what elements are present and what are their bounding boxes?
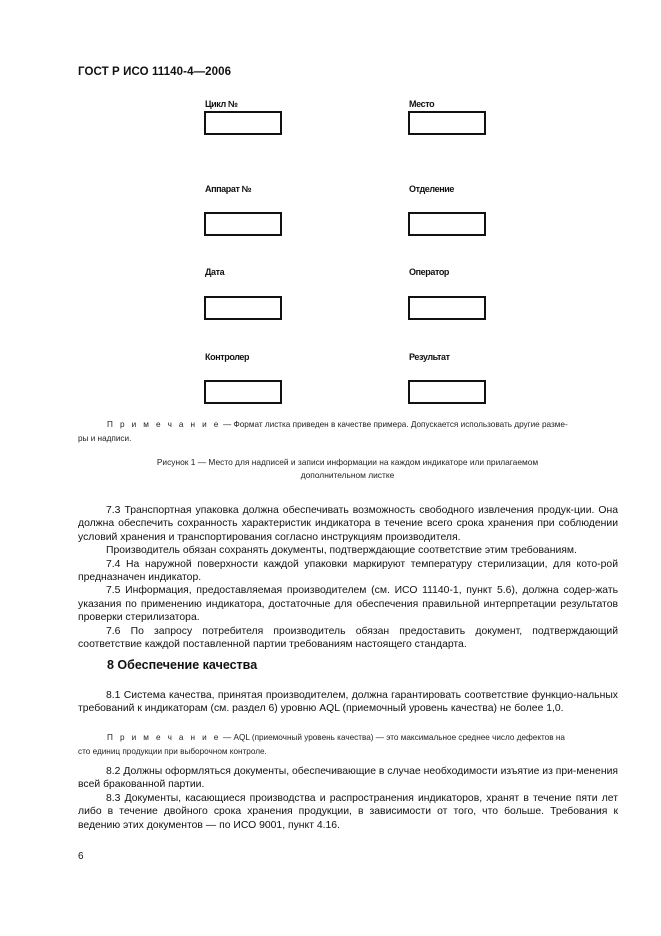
paragraph-7-5: 7.5 Информация, предоставляемая производителем (см. ИСО 11140-1, пункт 5.6), должна содер-жать указания по применению индикатора, достаточные для обеспечения правильной интерпретации результатов проверки стерилизатора. bbox=[78, 585, 618, 624]
field-box-controller bbox=[204, 380, 282, 404]
section8-body bbox=[78, 765, 618, 832]
page-number: 6 bbox=[78, 851, 84, 862]
section8-note-continuation: сто единиц продукции при выборочном контроле. bbox=[78, 747, 267, 756]
paragraph-7-4: 7.4 На наружной поверхности каждой упаковки маркируют температуру стерилизации, для кото-рой предназначен индикатор. bbox=[78, 558, 618, 584]
figure-caption-line1: Рисунок 1 — Место для надписей и записи информации на каждом индикаторе или прилагаемом bbox=[156, 457, 539, 467]
field-box-apparatus bbox=[204, 212, 282, 236]
field-label-department: Отделение bbox=[409, 184, 454, 194]
figure-caption-line2: дополнительном листке bbox=[300, 470, 395, 480]
field-label-date: Дата bbox=[205, 267, 225, 277]
paragraph-8-1: 8.1 Система качества, принятая производителем, должна гарантировать соответствие функцио-нальных требований к индикаторам (см. раздел 6) уровню AQL (приемочный уровень качества) не более 1,0. bbox=[78, 690, 618, 715]
figure-note bbox=[107, 418, 568, 432]
paragraph-8-3: 8.3 Документы, касающиеся производства и распространения индикаторов, хранят в течение пяти лет либо в течение двойного срока хранения продукции, в зависимости от того, что больше. Требования к ведению этих документов — по ИСО 9001, пункт 4.16. bbox=[78, 792, 618, 831]
section7-body bbox=[78, 504, 618, 651]
field-label-place: Место bbox=[409, 99, 435, 109]
note-text: — AQL (приемочный уровень качества) — это максимальное среднее число дефектов на bbox=[220, 733, 565, 742]
field-box-result bbox=[408, 380, 486, 404]
field-box-department bbox=[408, 212, 486, 236]
field-label-cycle: Цикл № bbox=[205, 99, 238, 109]
paragraph-7-3: 7.3 Транспортная упаковка должна обеспечивать возможность свободного извлечения продук-ции. Она должна обеспечить сохранность характеристик индикатора в течение всего срока хранения при соблюдении условий хранения и транспортирования согласно инструкциям производителя. bbox=[78, 505, 618, 543]
field-label-apparatus: Аппарат № bbox=[205, 184, 252, 194]
field-label-controller: Контролер bbox=[205, 352, 250, 362]
note-prefix: П р и м е ч а н и е bbox=[107, 733, 221, 742]
paragraph-docs: Производитель обязан сохранять документы, подтверждающие соответствие этим требованиям. bbox=[106, 545, 577, 557]
field-box-cycle bbox=[204, 111, 282, 135]
paragraph-8-2: 8.2 Должны оформляться документы, обеспечивающие в случае необходимости изъятие из при-менения всей бракованной партии. bbox=[78, 766, 618, 791]
paragraph-8-1-block bbox=[78, 689, 618, 716]
field-box-date bbox=[204, 296, 282, 320]
field-box-operator bbox=[408, 296, 486, 320]
field-box-place bbox=[408, 111, 486, 135]
note-text: — Формат листка приведен в качестве примера. Допускается использовать другие разме- bbox=[220, 420, 568, 429]
section8-note bbox=[107, 731, 565, 745]
field-label-result: Результат bbox=[409, 352, 450, 362]
field-label-operator: Оператор bbox=[409, 267, 450, 277]
note-prefix: П р и м е ч а н и е bbox=[107, 420, 221, 429]
document-header: ГОСТ Р ИСО 11140-4—2006 bbox=[78, 66, 232, 78]
figure-note-continuation: ры и надписи. bbox=[78, 434, 132, 443]
paragraph-7-6: 7.6 По запросу потребителя производитель обязан предоставить документ, подтверждающий соответствие каждой поставленной партии требованиям настоящего стандарта. bbox=[78, 625, 618, 651]
section-title: 8 Обеспечение качества bbox=[107, 658, 258, 672]
